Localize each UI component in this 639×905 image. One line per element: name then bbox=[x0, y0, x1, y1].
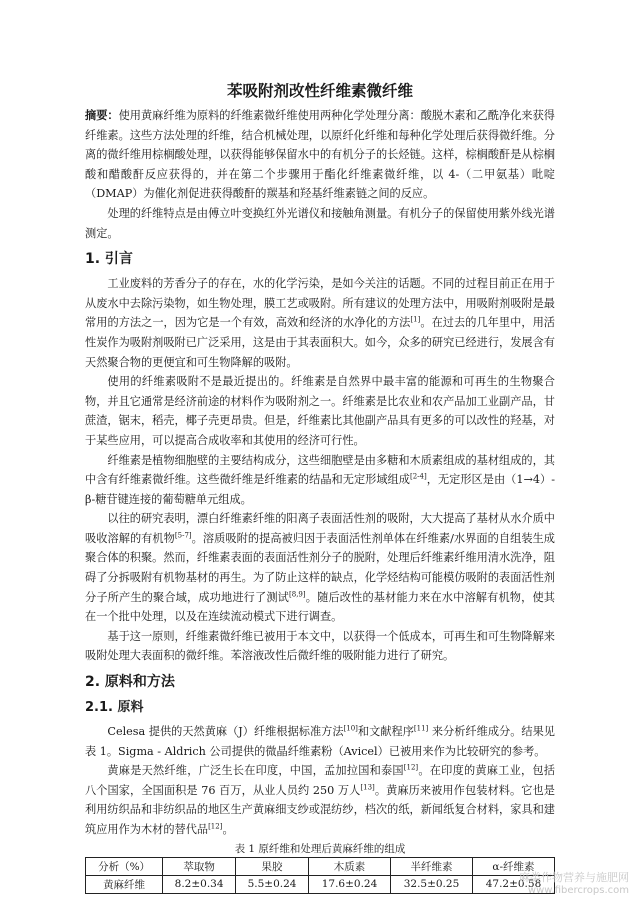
text-run: 。随后改性的基材能力来在水中溶解有机物，使其在一个批中处理，以及在连续流动模式下进行调查。 bbox=[85, 590, 555, 624]
text-run: 和文献程序 bbox=[357, 725, 414, 739]
text-run: ，无定形区是由（1→4）-β-糖苷键连接的葡萄糖单元组成。 bbox=[85, 473, 555, 506]
intro-paragraph-3 bbox=[85, 451, 555, 510]
site-watermark bbox=[519, 871, 629, 897]
table-cell: 32.5±0.25 bbox=[391, 875, 473, 893]
section-heading-introduction: 1. 引言 bbox=[85, 251, 133, 268]
abstract-text: 使用黄麻纤维为原料的纤维素微纤维使用两种化学处理分离：酸脱木素和乙酰净化来获得纤维素。这些方法处理的纤维，结合机械处理，以原纤化纤维和每种化学处理后获得微纤维。分离的微纤维用棕榈酸处理，以获得能够保留水中的有机分子的长烃链。这样，棕榈酸酐是从棕榈酸和醋酸酐反应获得的，并在第二个步骤用于酯化纤维素微纤维，以 4-（二甲氨基）吡啶（DMAP）为催化剂促进获得酸酐的羰基和羟基纤维素链之间的反应。 bbox=[85, 109, 555, 201]
table-header-cell: 分析（%） bbox=[86, 857, 163, 875]
table-cell: 黄麻纤维 bbox=[86, 875, 163, 893]
text-run: 。 bbox=[222, 823, 234, 836]
paper-body bbox=[85, 80, 555, 894]
citation: [5-7] bbox=[174, 531, 192, 540]
text-run: Celesa 提供的天然黄麻（J）纤维根据标准方法 bbox=[107, 725, 344, 739]
citation: [11] bbox=[413, 724, 429, 733]
citation: [2-4] bbox=[409, 472, 427, 481]
text-run: 黄麻是天然纤维，广泛生长在印度，中国，孟加拉国和泰国 bbox=[107, 764, 404, 778]
table-header-cell: 果胶 bbox=[236, 857, 309, 875]
text-run: 。溶质吸附的提高被归因于表面活性剂单体在纤维素/水界面的自组装生成聚合体的积聚。然而，纤维素表面的表面活性剂分子的脱附，处理后纤维素纤维用清水洗净，阻碍了分拆吸附有机物基材的再生。为了防止这样的缺点，化学烃结构可能模仿吸附的表面活性剂分子所产生的聚合域，成功地进行了测试 bbox=[85, 531, 555, 604]
table-row bbox=[86, 875, 555, 893]
citation: [13] bbox=[360, 783, 375, 792]
composition-table bbox=[85, 857, 555, 894]
intro-paragraph-4 bbox=[85, 509, 555, 627]
intro-paragraph-1 bbox=[85, 274, 555, 372]
table-header-row bbox=[86, 857, 555, 875]
table-caption: 表 1 原纤维和处理后黄麻纤维的组成 bbox=[234, 842, 406, 855]
watermark-site-name: 麻类作物营养与施肥网 bbox=[519, 871, 629, 884]
citation: [10] bbox=[343, 724, 358, 733]
abstract-label: 摘要： bbox=[85, 108, 119, 122]
abstract-paragraph bbox=[85, 106, 555, 204]
table-header-cell: α-纤维素 bbox=[472, 857, 554, 875]
citation: [8,9] bbox=[289, 589, 306, 598]
watermark-url: www.fibercrops.com bbox=[527, 885, 629, 896]
paper-title: 苯吸附剂改性纤维素微纤维 bbox=[226, 81, 413, 100]
text-run: 。在过去的几年里中，用活性炭作为吸附剂吸附已广泛采用，这是由于其表面积大。如今，众多的研究已经进行，发展含有天然聚合物的更便宜和可生物降解的吸附。 bbox=[85, 316, 555, 369]
materials-paragraph-2 bbox=[85, 761, 555, 839]
table-cell: 5.5±0.24 bbox=[236, 875, 309, 893]
intro-paragraph-5: 基于这一原则，纤维素微纤维已被用于本文中，以获得一个低成本，可再生和可生物降解来吸附处理大表面积的微纤维。苯溶液改性后微纤维的吸附能力进行了研究。 bbox=[85, 629, 555, 663]
text-run: 来分析纤维成分。结果见表 1。Sigma - Aldrich 公司提供的微晶纤维素粉（Avicel）已被用来作为比较研究的参考。 bbox=[85, 725, 555, 758]
citation: [12] bbox=[208, 822, 223, 831]
citation: [1] bbox=[410, 315, 421, 324]
text-run: 。在印度的黄麻工业，包括八个国家，全国面积是 76 百万，从业人员约 250 万人 bbox=[85, 764, 555, 797]
materials-paragraph-1 bbox=[85, 722, 555, 761]
text-run: 工业废料的芳香分子的存在，水的化学污染，是如今关注的话题。不同的过程目前正在用于从废水中去除污染物，如生物处理，膜工艺或吸附。所有建议的处理方法中，用吸附剂吸附是最常用的方法之一，因为它是一个有效，高效和经济的水净化的方法 bbox=[85, 277, 555, 330]
abstract-paragraph-2: 处理的纤维特点是由傅立叶变换红外光谱仪和接触角测量。有机分子的保留使用紫外线光谱测定。 bbox=[85, 206, 555, 240]
table-cell: 17.6±0.24 bbox=[309, 875, 391, 893]
text-run: 。黄麻历来被用作包装材料。它也是利用纺织品和非纺织品的地区生产黄麻细支纱或混纺纱，档次的纸，新闻纸复合材料，家具和建筑应用作为木材的替代品 bbox=[85, 783, 555, 836]
table-cell: 47.2±0.58 bbox=[472, 875, 554, 893]
citation: [12] bbox=[403, 763, 419, 772]
text-run: 纤维素是植物细胞壁的主要结构成分，这些细胞壁是由多糖和木质素组成的基材组成的，其中含有纤维素微纤维。这些微纤维是纤维素的结晶和无定形域组成 bbox=[85, 453, 555, 487]
table-cell: 8.2±0.34 bbox=[163, 875, 236, 893]
table-header-cell: 木质素 bbox=[309, 857, 391, 875]
section-heading-materials-methods: 2. 原料和方法 bbox=[85, 674, 175, 691]
subsection-heading-materials: 2.1. 原料 bbox=[85, 700, 144, 716]
intro-paragraph-2: 使用的纤维素吸附不是最近提出的。纤维素是自然界中最丰富的能源和可再生的生物聚合物，并且它通常是经济前途的材料作为吸附剂之一。纤维素是比农业和农产品加工业副产品，甘蔗渣，锯末，稻壳，椰子壳更昂贵。但是，纤维素比其他副产品具有更多的可以改性的羟基，对于某些应用，可以提高合成收率和其使用的经济可行性。 bbox=[85, 375, 555, 447]
text-run: 以往的研究表明，漂白纤维素纤维的阳离子表面活性剂的吸附，大大提高了基材从水介质中吸收溶解的有机物 bbox=[85, 512, 555, 545]
table-header-cell: 半纤维素 bbox=[391, 857, 473, 875]
table-header-cell: 萃取物 bbox=[163, 857, 236, 875]
